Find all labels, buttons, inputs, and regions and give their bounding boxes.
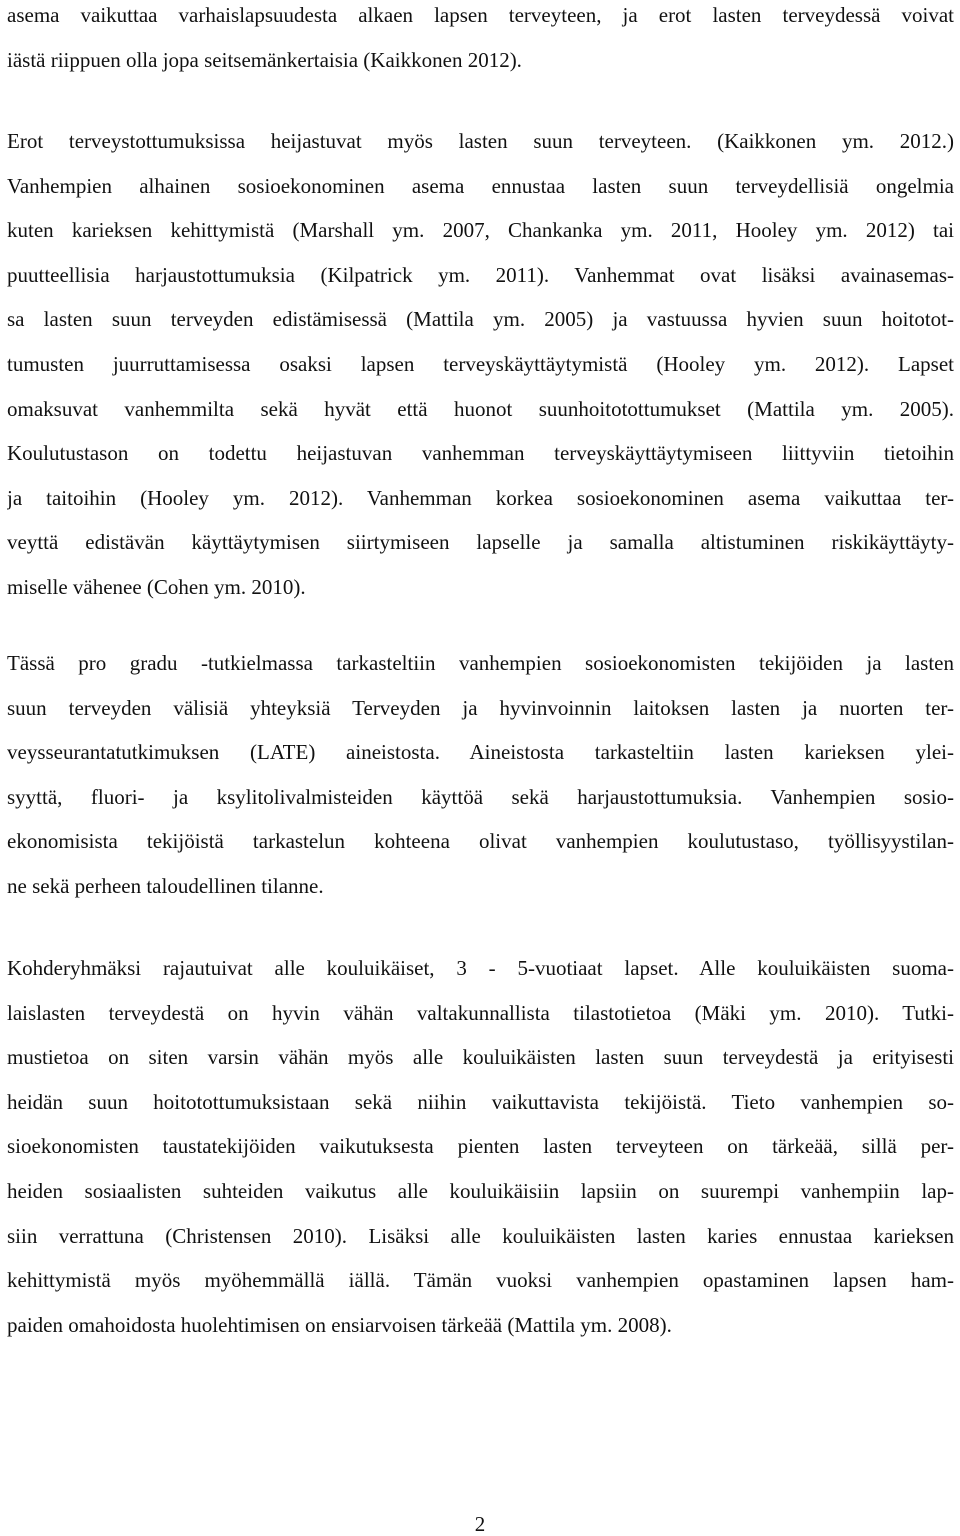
text-line: syyttä, fluori- ja ksylitolivalmisteiden käyttöä sekä harjaustottumuksia. Vanhempien sosio- — [7, 784, 954, 809]
text-line: Kohderyhmäksi rajautuivat alle kouluikäiset, 3 - 5-vuotiaat lapset. Alle kouluikäisten suoma- — [7, 956, 954, 980]
text-line: suun terveyden välisiä yhteyksiä Terveyden ja hyvinvoinnin laitoksen lasten ja nuorten ter- — [7, 695, 954, 720]
text-line: kehittymistä myös myöhemmällä iällä. Tämän vuoksi vanhempien opastaminen lapsen ham- — [7, 1268, 954, 1293]
text-line: heiden sosiaalisten suhteiden vaikutus alle kouluikäisiin lapsiin on suurempi vanhempiin lap- — [7, 1178, 954, 1203]
text-line: mustietoa on siten varsin vähän myös alle kouluikäisten lasten suun terveydestä ja erityisesti — [7, 1045, 954, 1070]
text-line: ja taitoihin (Hooley ym. 2012). Vanhemman korkea sosioekonominen asema vaikuttaa ter- — [7, 485, 954, 510]
text-line: Tässä pro gradu -tutkielmassa tarkasteltiin vanhempien sosioekonomisten tekijöiden ja lasten — [7, 651, 954, 675]
text-line: Koulutustason on todettu heijastuvan vanhemman terveyskäyttäytymiseen liittyviin tietoihin — [7, 441, 954, 466]
text-line: siin verrattuna (Christensen 2010). Lisäksi alle kouluikäisten lasten karies ennustaa karieksen — [7, 1223, 954, 1248]
text-line: paiden omahoidosta huolehtimisen on ensiarvoisen tärkeää (Mattila ym. 2008). — [7, 1312, 672, 1337]
text-line: veysseurantatutkimuksen (LATE) aineistosta. Aineistosta tarkasteltiin lasten karieksen ylei- — [7, 740, 954, 765]
text-line: ne sekä perheen taloudellinen tilanne. — [7, 873, 324, 898]
text-line: Erot terveystottumuksissa heijastuvat myös lasten suun terveyteen. (Kaikkonen ym. 2012.) — [7, 129, 954, 153]
text-line: sioekonomisten taustatekijöiden vaikutuksesta pienten lasten terveyteen on tärkeää, sillä per- — [7, 1134, 954, 1159]
text-line: kuten karieksen kehittymistä (Marshall ym. 2007, Chankanka ym. 2011, Hooley ym. 2012) tai — [7, 218, 954, 243]
text-line: veyttä edistävän käyttäytymisen siirtymiseen lapselle ja samalla altistuminen riskikäyttäyty- — [7, 530, 954, 555]
text-line: puutteellisia harjaustottumuksia (Kilpatrick ym. 2011). Vanhemmat ovat lisäksi avainasemas- — [7, 262, 954, 287]
paragraph-1 — [7, 0, 954, 82]
text-line: ekonomisista tekijöistä tarkastelun kohteena olivat vanhempien koulutustaso, työllisyystilan- — [7, 829, 954, 854]
text-line: miselle vähenee (Cohen ym. 2010). — [7, 574, 306, 599]
paragraph-3 — [7, 641, 954, 909]
paragraph-4 — [7, 946, 954, 1347]
page-number: 2 — [474, 1512, 486, 1536]
text-line: sa lasten suun terveyden edistämisessä (Mattila ym. 2005) ja vastuussa hyvien suun hoitotot- — [7, 307, 954, 332]
text-line: asema vaikuttaa varhaislapsuudesta alkaen lapsen terveyteen, ja erot lasten terveydessä voivat — [7, 3, 954, 27]
text-line: laislasten terveydestä on hyvin vähän valtakunnallista tilastotietoa (Mäki ym. 2010). Tutki- — [7, 1000, 954, 1025]
paragraph-2 — [7, 119, 954, 610]
text-line: Vanhempien alhainen sosioekonominen asema ennustaa lasten suun terveydellisiä ongelmia — [7, 173, 954, 198]
text-line: iästä riippuen olla jopa seitsemänkertaisia (Kaikkonen 2012). — [7, 47, 522, 72]
text-line: tumusten juurruttamisessa osaksi lapsen terveyskäyttäytymistä (Hooley ym. 2012). Lapset — [7, 351, 954, 376]
text-line: omaksuvat vanhemmilta sekä hyvät että huonot suunhoitotottumukset (Mattila ym. 2005). — [7, 396, 954, 421]
text-line: heidän suun hoitotottumuksistaan sekä niihin vaikuttavista tekijöistä. Tieto vanhempien so- — [7, 1089, 954, 1114]
